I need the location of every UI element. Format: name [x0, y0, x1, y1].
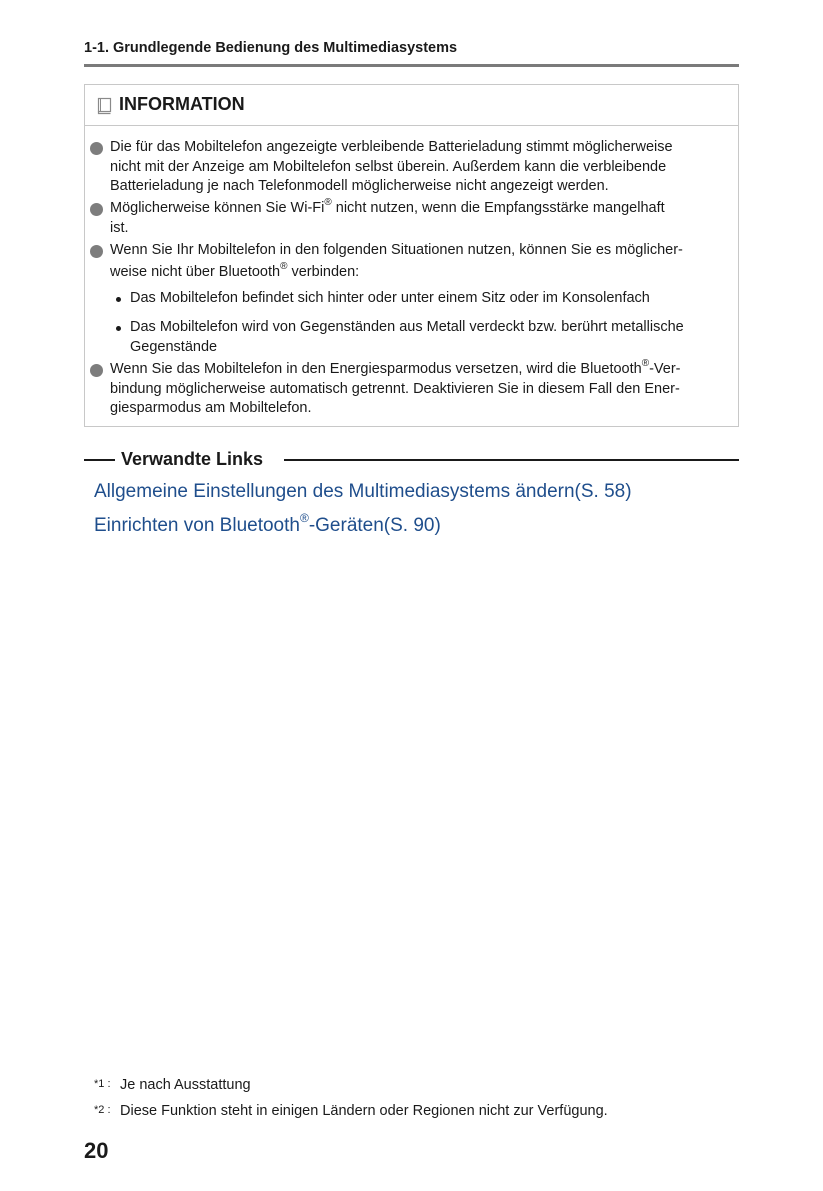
bullet-icon [90, 142, 103, 155]
related-links-heading: Verwandte Links [121, 449, 264, 469]
page-number: 20 [84, 1138, 109, 1163]
related-link-general-settings[interactable]: Allgemeine Einstellungen des Multimediasystems ändern(S. 58) [94, 481, 632, 502]
links-divider-right [284, 459, 739, 461]
bullet-icon [116, 326, 121, 331]
information-title: INFORMATION [119, 94, 245, 114]
related-link-bluetooth-setup[interactable]: Einrichten von Bluetooth®-Geräten(S. 90) [94, 510, 441, 536]
section-header: 1-1. Grundlegende Bedienung des Multimediasystems [84, 40, 458, 56]
bullet-icon [90, 203, 103, 216]
bullet-icon [116, 297, 121, 302]
information-header [85, 85, 738, 126]
footnote: *1 : Je nach Ausstattung [94, 1077, 251, 1093]
information-box: INFORMATION Die für das Mobiltelefon angezeigte verbleibende Batterieladung stimmt möglicherweise nicht mit der Anzeige am Mobiltelefon selbst überein. Außerdem kann die verbleibende Batterieladung je nach Telefonmodell möglicherweise nicht angezeigt werden. Möglicherweise können Sie Wi-Fi® nicht nutzen, wenn die Empfangsstärke mangelhaft ist. Wenn Sie Ihr Mobiltelefon in den folgenden Situationen nutzen, können Sie es möglicher- weise nicht über Bluetooth® verbinden: Das Mobiltelefon befindet sich hinter oder unter einem Sitz oder im Konsolenfach Das Mobiltelefon wird von Gegenständen aus Metall verdeckt bzw. berührt metallische Gegenstände Wenn Sie das Mobiltelefon in den Energiesparmodus versetzen, wird die Bluetooth®-Ver- bindung möglicherweise automatisch getrennt. Deaktivieren Sie in diesem Fall den Ener- giesparmodus am Mobiltelefon. [84, 84, 739, 427]
book-icon [97, 97, 113, 115]
bullet-icon [90, 245, 103, 258]
footnote: *2 : Diese Funktion steht in einigen Ländern oder Regionen nicht zur Verfügung. [94, 1103, 608, 1119]
header-divider [84, 64, 739, 67]
links-divider-left [84, 459, 115, 461]
bullet-icon [90, 364, 103, 377]
